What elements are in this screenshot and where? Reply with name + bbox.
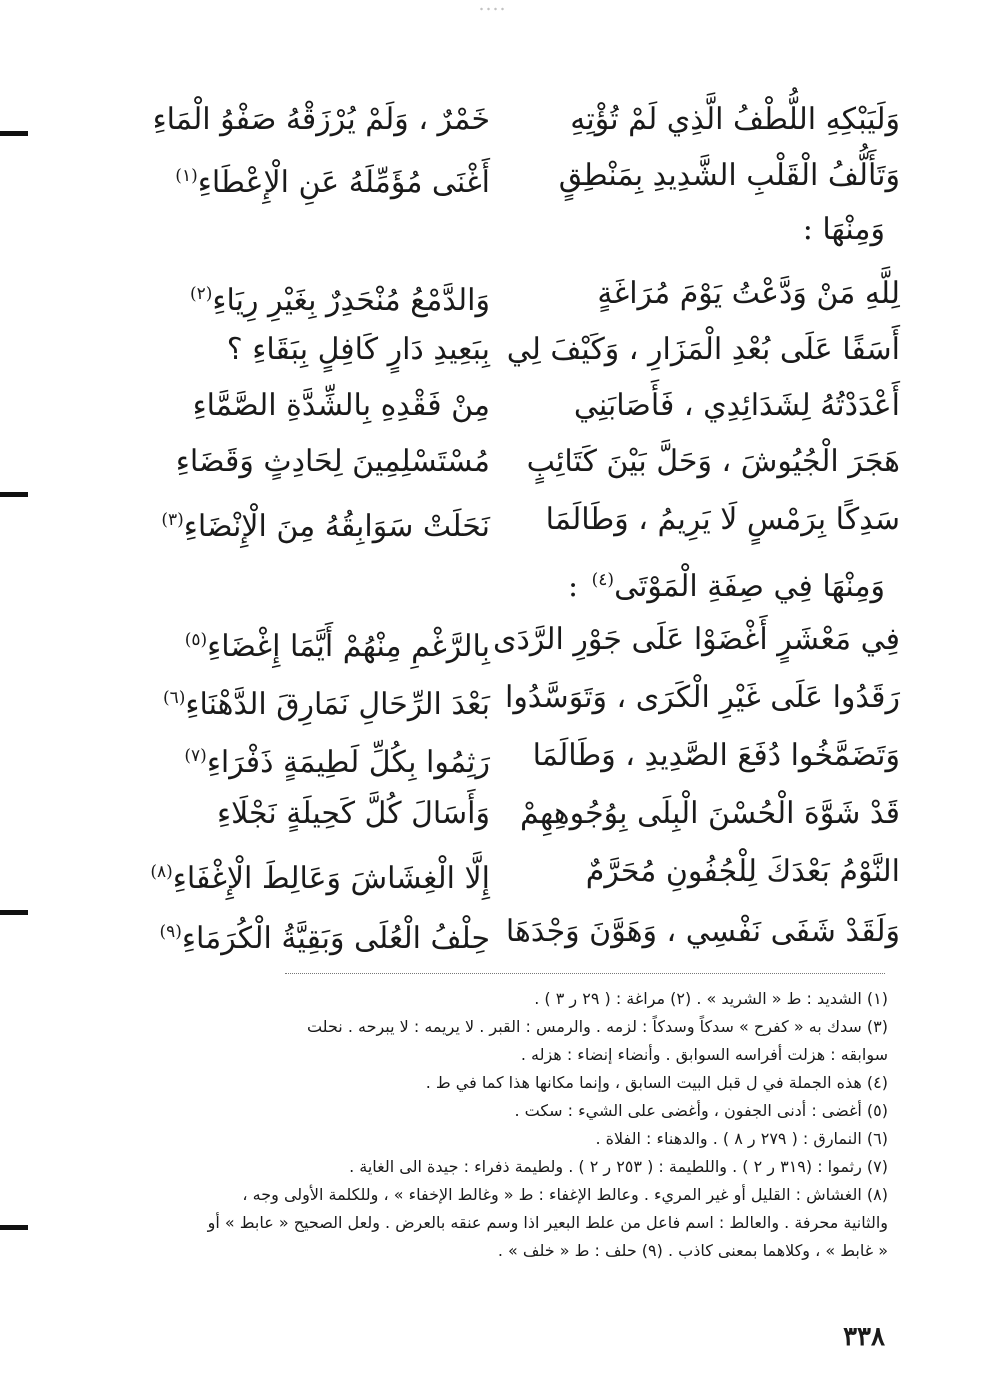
margin-mark: [0, 910, 28, 915]
verse-second-text: بِبَعِيدِ دَارٍ كَافِلٍ بِبَقَاءِ ؟: [226, 332, 490, 367]
footnote-line: والثانية محرفة . والعالط : اسم فاعل من علط البعير اذا وسم عنقه بالعرض . ولعل الصحيح « عابط » أو: [207, 1213, 888, 1232]
verse-line: [160, 266, 900, 322]
section-intro: [565, 554, 885, 613]
verse-second-text: بَعْدَ الرِّحَالِ نَمَارِقَ الدَّهْنَاءِ: [185, 687, 490, 722]
verse-first-hemistich: قَدْ شَوَّهَ الْحُسْنَ الْبِلَى بِوُجُوهِهِمْ: [520, 796, 900, 831]
section-intro: وَمِنْهَا :: [802, 212, 885, 247]
verse-second-hemistich: [160, 148, 490, 211]
footnote-line: سوابقه : هزلت أفراسه السوابق . وأنضاء إنضاء : هزله .: [520, 1045, 888, 1064]
margin-mark: [0, 492, 28, 497]
footnote-marker: (٧): [184, 746, 207, 766]
verse-second-text: حِلْفُ الْعُلَى وَبَقِيَّةُ الْكُرَمَاءِ: [181, 921, 490, 956]
verse-line: [160, 670, 900, 726]
verse-second-hemistich: [160, 786, 490, 842]
verse-first-hemistich: وَتَضَمَّخُوا دُفَعَ الصَّدِيدِ ، وَطَالَمَا: [532, 738, 900, 773]
verse-second-text: مِنْ فَقْدِهِ بِالشِّدَّةِ الصَّمَّاءِ: [192, 388, 490, 423]
verse-first-hemistich: وَلَيَبْكِهِ اللُّطْفُ الَّذِي لَمْ تُؤْتِهِ: [570, 102, 900, 137]
verse-first-hemistich: وَتَأَلُّفُ الْقَلْبِ الشَّدِيدِ بِمَنْطِقٍ: [558, 158, 900, 193]
section-intro-text: وَمِنْهَا فِي صِفَةِ الْمَوْتَى: [614, 569, 885, 604]
footnote-marker: (٦): [162, 688, 186, 708]
verse-second-text: رَثِمُوا بِكُلِّ لَطِيمَةٍ ذَفْرَاءِ: [206, 745, 490, 780]
verse-second-hemistich: [160, 670, 490, 733]
verse-first-hemistich: فِي مَعْشَرٍ أَغْضَوْا عَلَى جَوْرِ الرَّدَى: [493, 622, 900, 657]
verse-second-hemistich: [160, 728, 490, 791]
footnote-line: (٣) سدك به « كفرح » سدكاً وسدكاً : لزمه . والرمس : القبر . لا يريمه : لا يبرحه . نحلت: [306, 1017, 888, 1036]
verse-line: [152, 92, 900, 148]
page-number: ٣٣٨: [843, 1322, 885, 1352]
footnote-line: (٧) رثموا : (٣١٩ ر ٢ ) . واللطيمة : ( ٢٥٣ ر ٢ ) . ولطيمة ذفراء : جيدة الى الغاية .: [349, 1157, 888, 1176]
section-intro-colon: :: [567, 569, 579, 604]
verse-line: [160, 322, 900, 378]
verse-line: [160, 904, 900, 960]
footnote-line: « غابط » ، وكلاهما بمعنى كاذب . (٩) حلف : ط « خلف » .: [497, 1241, 888, 1260]
verse-second-hemistich: [160, 266, 490, 329]
margin-mark: [0, 131, 28, 136]
verse-first-hemistich: هَجَرَ الْجُيُوشَ ، وَحَلَّ بَيْنَ كَتَائِبٍ: [526, 444, 900, 479]
footnote-marker: (١): [175, 166, 198, 186]
verse-line: [160, 434, 900, 490]
verse-second-text: وَأَسَالَ كُلَّ كَحِيلَةٍ نَجْلَاءِ: [217, 796, 490, 831]
verse-second-text: أَغْنَى مُؤَمِّلَهُ عَنِ الْإِعْطَاءِ: [197, 165, 490, 200]
verse-line: [160, 378, 900, 434]
verse-first-hemistich: لِلَّهِ مَنْ وَدَّعْتُ يَوْمَ مُرَاغَةٍ: [597, 276, 900, 311]
footnote-line: (١) الشديد : ط « الشريد » . (٢) مراغة : ( ٢٩ ر ٣ ) .: [534, 989, 888, 1008]
verse-second-text: بِالرَّغْمِ مِنْهُمْ أَيَّمَا إِغْضَاءِ: [207, 629, 490, 664]
verse-second-hemistich: [160, 378, 490, 434]
verse-line: [160, 786, 900, 842]
verse-first-hemistich: رَقَدُوا عَلَى غَيْرِ الْكَرَى ، وَتَوَسَّدُوا: [504, 680, 900, 715]
footnote-marker: (٥): [184, 630, 208, 650]
verse-first-hemistich: النَّوْمُ بَعْدَكَ لِلْجُفُونِ مُحَرَّمٌ: [585, 854, 900, 889]
scan-speck: [478, 6, 508, 12]
verse-second-hemistich: [160, 904, 490, 967]
verse-second-hemistich: [160, 322, 490, 378]
footnote-line: (٥) أغضى : أدنى الجفون ، وأغضى على الشيء : سكت .: [514, 1101, 888, 1120]
footnote-separator: [285, 973, 885, 974]
verse-second-text: إِلَّا الْغِشَاشَ وَعَالِطَ الْإِغْفَاءِ: [172, 861, 490, 896]
footnote-marker: (٣): [161, 510, 184, 530]
verse-line: [150, 844, 900, 900]
verse-second-text: نَحَلَتْ سَوَابِقُهُ مِنَ الْإِنْضَاءِ: [183, 509, 490, 544]
margin-mark: [0, 1225, 28, 1230]
verse-second-hemistich: [150, 844, 490, 907]
footnote-line: (٨) الغشاش : القليل أو غير المريء . وعالط الإغفاء : ط « وغالط الإخفاء » ، وللكلمة الأولى وجه ،: [242, 1185, 888, 1204]
footnote-marker: (٨): [150, 862, 173, 882]
verse-second-hemistich: [160, 434, 490, 490]
footnote-marker: (٢): [189, 284, 213, 304]
verse-line: [160, 612, 900, 668]
verse-first-hemistich: سَدِكًا بِرَمْسٍ لَا يَرِيمُ ، وَطَالَمَا: [545, 502, 900, 537]
verse-second-text: خَمْرٌ ، وَلَمْ يُرْزَقْهُ صَفْوُ الْمَاءِ: [152, 102, 490, 137]
verse-second-hemistich: [152, 92, 490, 148]
verse-line: [160, 728, 900, 784]
footnote-line: (٤) هذه الجملة في ل قبل البيت السابق ، وإنما مكانها هذا كما في ط .: [425, 1073, 888, 1092]
footnotes: [140, 985, 888, 1265]
verse-second-text: مُسْتَسْلِمِينَ لِحَادِثٍ وَقَضَاءِ: [175, 444, 490, 479]
footnote-marker: (٤): [591, 570, 615, 590]
verse-first-hemistich: أَسَفًا عَلَى بُعْدِ الْمَزَارِ ، وَكَيْفَ لِي: [506, 332, 900, 367]
verse-first-hemistich: وَلَقَدْ شَفَى نَفْسِي ، وَهَوَّنَ وَجْدَهَا: [505, 914, 900, 949]
verse-line: [160, 492, 900, 548]
verse-second-text: وَالدَّمْعُ مُنْحَدِرٌ بِغَيْرِ رِيَاءِ: [212, 283, 490, 318]
verse-second-hemistich: [160, 492, 490, 555]
verse-line: [160, 148, 900, 204]
footnote-marker: (٩): [159, 922, 182, 942]
verse-second-hemistich: [160, 612, 490, 675]
verse-first-hemistich: أَعْدَدْتُهُ لِشَدَائِدِي ، فَأَصَابَنِي: [573, 388, 900, 423]
footnote-line: (٦) النمارق : ( ٢٧٩ ر ٨ ) . والدهناء : الفلاة .: [595, 1129, 888, 1148]
